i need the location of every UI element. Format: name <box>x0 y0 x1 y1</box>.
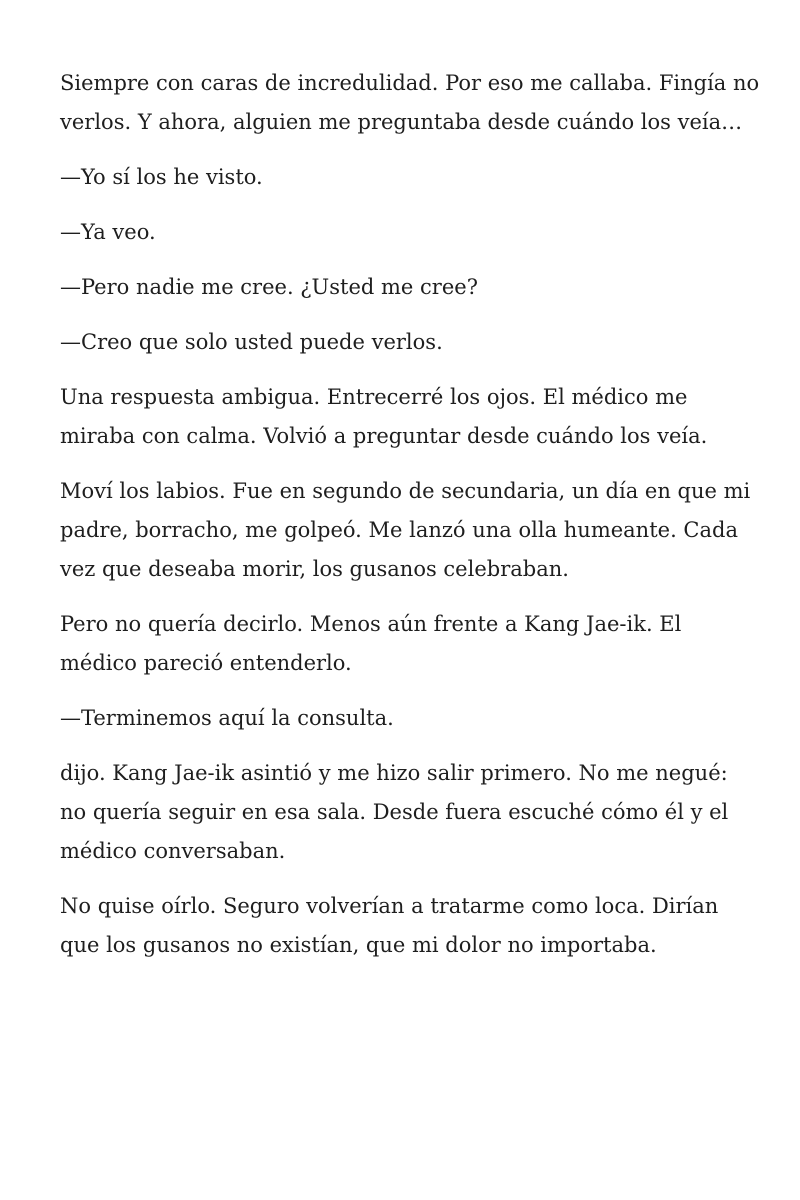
paragraph-1: Siempre con caras de incredulidad. Por eso me callaba. Fingía no verlos. Y ahora, alguien me preguntaba desde cuándo los veía… <box>60 71 760 134</box>
document-page <box>60 64 760 981</box>
paragraph-11: No quise oírlo. Seguro volverían a tratarme como loca. Dirían que los gusanos no existían, que mi dolor no importaba. <box>60 894 719 957</box>
paragraph-3: —Ya veo. <box>60 220 156 244</box>
paragraph-4: —Pero nadie me cree. ¿Usted me cree? <box>60 275 478 299</box>
paragraph-7: Moví los labios. Fue en segundo de secundaria, un día en que mi padre, borracho, me golpeó. Me lanzó una olla humeante. Cada vez que deseaba morir, los gusanos celebraban. <box>60 479 751 581</box>
paragraph-10: dijo. Kang Jae-ik asintió y me hizo salir primero. No me negué: no quería seguir en esa sala. Desde fuera escuché cómo él y el médico conversaban. <box>60 761 729 863</box>
paragraph-2: —Yo sí los he visto. <box>60 165 263 189</box>
paragraph-5: —Creo que solo usted puede verlos. <box>60 330 443 354</box>
paragraph-9: —Terminemos aquí la consulta. <box>60 706 394 730</box>
paragraph-8: Pero no quería decirlo. Menos aún frente a Kang Jae-ik. El médico pareció entenderlo. <box>60 612 682 675</box>
paragraph-6: Una respuesta ambigua. Entrecerré los ojos. El médico me miraba con calma. Volvió a preguntar desde cuándo los veía. <box>60 385 708 448</box>
